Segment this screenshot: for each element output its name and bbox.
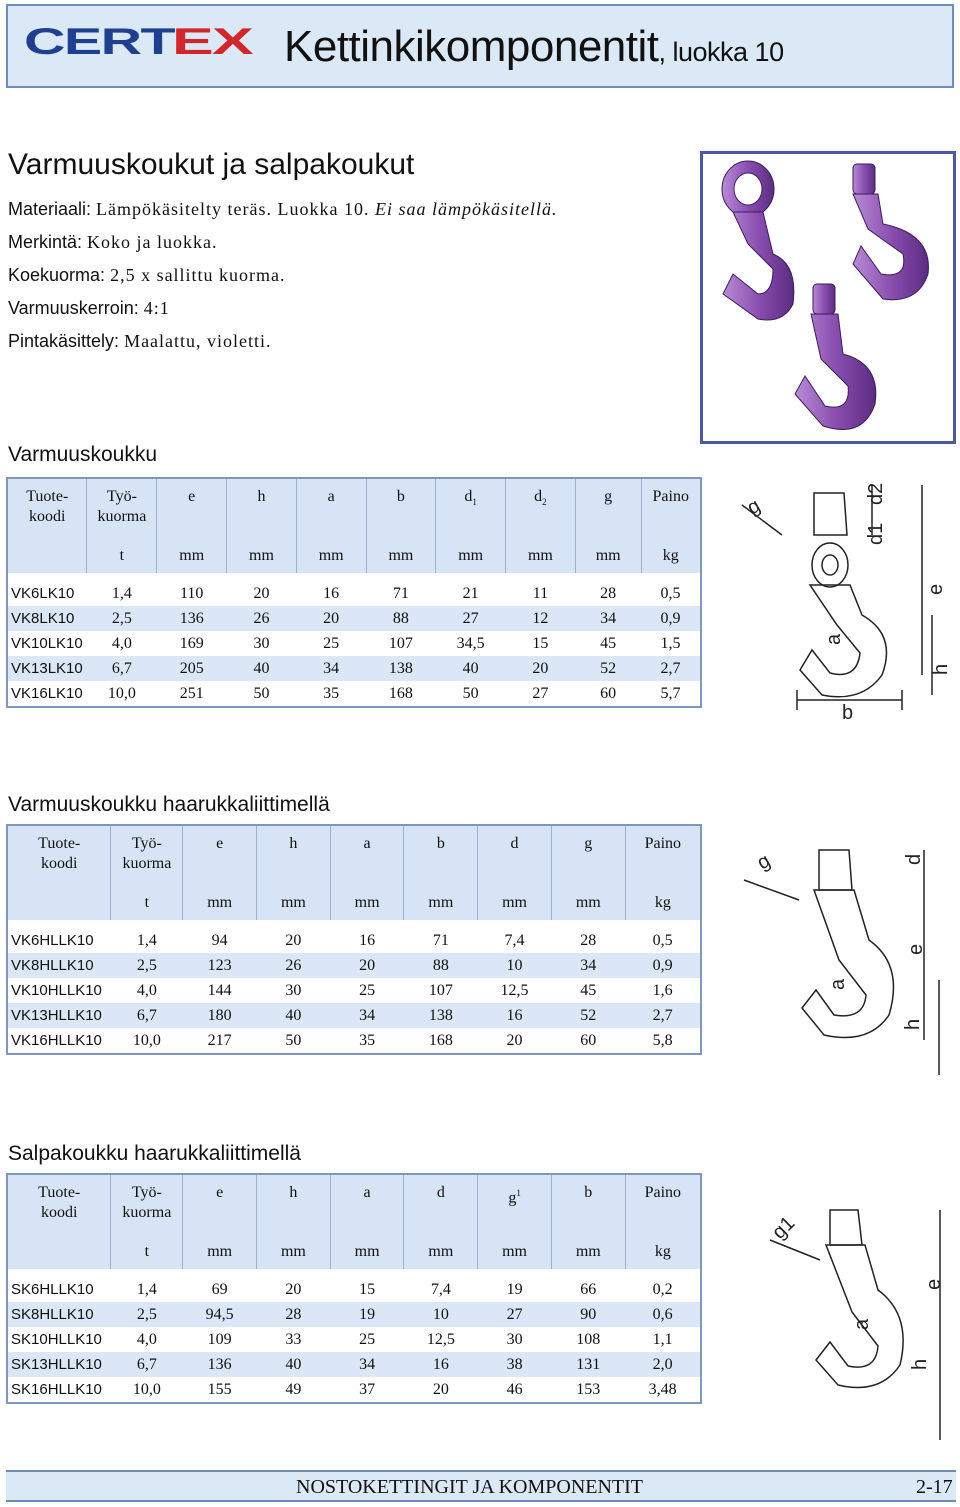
table-cell: 88 [366,606,436,631]
unit-cell: mm [404,886,478,920]
section-title: Varmuuskoukut ja salpakoukut [8,148,415,181]
product-code: VK10HLLK10 [11,982,102,999]
product-code: VK8LK10 [7,606,87,631]
column-header: b [404,825,478,886]
page-footer [6,1470,956,1502]
table-row [7,1302,701,1327]
table-row [7,1277,701,1302]
table-cell: 12,5 [426,1330,455,1348]
table-cell: 52 [551,1003,625,1028]
table-cell: 38 [478,1352,552,1377]
table-cell: 15 [532,634,549,652]
unit-cell: mm [478,1235,552,1269]
unit-cell: mm [227,539,297,573]
unit-cell: t [87,539,157,573]
column-header: b [366,478,436,539]
column-header: a [330,1174,404,1235]
table-cell: 25 [323,634,340,652]
table-cell: 109 [207,1330,232,1348]
table-cell: 123 [183,953,257,978]
column-header: h [257,1174,331,1235]
unit-cell: mm [257,1235,331,1269]
table-cell: 46 [506,1380,523,1398]
dim-label: d2 [865,482,887,505]
table-cell: 155 [207,1380,232,1398]
table-cell: 10,0 [132,1380,161,1398]
table-cell: 52 [575,656,641,681]
dim-label: g [753,849,775,875]
table-cell: 107 [388,634,413,652]
spec-line [8,193,557,226]
column-header: Tuote- koodi [7,825,111,886]
table-cell: 25 [359,1330,376,1348]
table-cell: 26 [227,606,297,631]
spec-label: Pintakäsittely: [8,331,125,351]
column-header: a [330,825,404,886]
unit-cell: kg [625,1235,701,1269]
table-cell: 6,7 [111,1352,183,1377]
table-cell: 40 [257,1352,331,1377]
table-cell: 107 [428,981,453,999]
dim-label: b [842,702,854,723]
table-cell: 10,0 [132,1031,161,1049]
table-cell: 2,5 [111,953,183,978]
product-code: VK13HLLK10 [7,1003,111,1028]
table-cell: 21 [462,584,479,602]
table-cell: 35 [359,1031,376,1049]
table-row [7,1352,701,1377]
table-row [7,581,701,606]
spec-line [8,259,557,292]
table-cell: 20 [285,931,302,949]
column-header: g [575,478,641,539]
column-header: g [551,825,625,886]
svg-text:CERT: CERT [24,24,177,58]
table-cell: 6,7 [87,656,157,681]
table-cell: 168 [388,684,413,702]
table-cell: 28 [580,931,597,949]
table-cell: 37 [359,1380,376,1398]
table-cell: 20 [296,606,366,631]
table-cell: 4,0 [111,634,132,652]
table-cell: 136 [183,1352,257,1377]
table-cell: 10,0 [107,684,136,702]
product-code: VK6HLLK10 [11,932,94,949]
table-cell: 20 [285,1280,302,1298]
unit-cell: kg [641,539,701,573]
table-cell: 40 [227,656,297,681]
table-cell: 90 [551,1302,625,1327]
table-title: Varmuuskoukku [8,443,158,466]
unit-cell: mm [366,539,436,573]
spec-value: 2,5 x sallittu kuorma. [110,265,286,285]
table-cell: 60 [600,684,617,702]
table-cell: 5,7 [660,684,681,702]
table-cell: 11 [532,584,549,602]
unit-cell: mm [257,886,331,920]
table-cell: 2,5 [87,606,157,631]
table-cell: 0,5 [660,584,681,602]
table-cell: 33 [285,1330,302,1348]
unit-cell: mm [478,886,552,920]
table-cell: 0,9 [641,606,701,631]
unit-cell: mm [436,539,506,573]
spec-line [8,226,557,259]
spec-value: Lämpökäsitelty teräs. Luokka 10. [96,199,375,219]
table-cell: 30 [253,634,270,652]
certex-logo [22,24,254,58]
table-cell: 16 [359,931,376,949]
table-row [7,681,701,707]
column-header: Paino [641,478,701,539]
table-row [7,1028,701,1054]
table-cell: 108 [576,1330,601,1348]
hook-dimension-drawing [724,840,956,1085]
table-cell: 16 [478,1003,552,1028]
column-header: h [257,825,331,886]
table-cell: 0,5 [652,931,673,949]
hooks-illustration [703,154,953,441]
dim-label: e [925,583,947,595]
spec-label: Merkintä: [8,232,88,252]
unit-cell: mm [404,1235,478,1269]
table-cell: 7,4 [504,931,525,949]
unit-cell: mm [157,539,227,573]
table-cell: 1,4 [136,1280,157,1298]
column-header: Paino [625,825,701,886]
spec-label: Koekuorma: [8,265,111,285]
dim-label: a [827,978,849,990]
table-row [7,606,701,631]
dim-label: a [851,1318,873,1330]
product-code: VK8HLLK10 [7,953,111,978]
table-cell: 20 [506,1031,523,1049]
unit-cell: mm [330,886,404,920]
table-cell: 7,4 [430,1280,451,1298]
column-header: b [551,1174,625,1235]
table-cell: 35 [323,684,340,702]
column-header: $g^1$ [478,1174,552,1235]
product-code: SK6HLLK10 [11,1281,94,1298]
unit-cell [7,886,111,920]
table-cell: 34,5 [456,634,485,652]
dim-label: e [923,1278,945,1290]
table-row [7,631,701,656]
unit-cell: mm [551,886,625,920]
table-cell: 34 [575,606,641,631]
table-cell: 25 [359,981,376,999]
unit-cell: mm [296,539,366,573]
product-code: VK6LK10 [11,585,75,602]
column-header: Paino [625,1174,701,1235]
unit-cell [7,1235,111,1269]
table-cell: 27 [478,1302,552,1327]
spec-list [8,193,557,358]
table-cell: 15 [359,1280,376,1298]
table-cell: 45 [600,634,617,652]
svg-text:EX: EX [172,24,254,58]
table-row [7,928,701,953]
table-cell: 20 [253,584,270,602]
column-header: a [296,478,366,539]
spec-value: Maalattu, violetti. [124,331,272,351]
product-code: VK16LK10 [11,685,83,702]
unit-cell: t [111,1235,183,1269]
table-cell: 94,5 [183,1302,257,1327]
column-header: d [478,825,552,886]
table-cell: 30 [285,981,302,999]
table-cell: 138 [404,1003,478,1028]
table-cell: 138 [366,656,436,681]
spec-line [8,292,557,325]
dim-label: d1 [865,522,887,545]
dim-label: g [743,494,765,520]
table-cell: 4,0 [136,1330,157,1348]
spec-table [6,477,702,708]
table-cell: 71 [392,584,409,602]
product-code: VK10LK10 [11,635,83,652]
column-header: e [183,825,257,886]
table-cell: 66 [580,1280,597,1298]
product-photo [700,151,956,444]
table-cell: 5,8 [652,1031,673,1049]
table-cell: 20 [330,953,404,978]
table-cell: 1,6 [652,981,673,999]
table-cell: 1,5 [660,634,681,652]
product-code: SK10HLLK10 [11,1331,102,1348]
spec-table [6,824,702,1055]
table-cell: 2,7 [625,1003,701,1028]
table-cell: 205 [157,656,227,681]
product-code: VK16HLLK10 [11,1032,102,1049]
table-cell: 1,4 [111,584,132,602]
column-header: Työ- kuorma [111,1174,183,1235]
column-header: e [157,478,227,539]
dim-label: d [903,853,925,865]
table-cell: 153 [576,1380,601,1398]
table-cell: 0,9 [625,953,701,978]
table-cell: 2,7 [641,656,701,681]
unit-cell: mm [575,539,641,573]
table-cell: 251 [179,684,204,702]
product-code: SK13HLLK10 [7,1352,111,1377]
table-row [7,978,701,1003]
product-code: SK8HLLK10 [7,1302,111,1327]
table-title: Varmuuskoukku haarukkaliittimellä [8,793,330,816]
dim-label: a [823,633,845,645]
table-cell: 40 [257,1003,331,1028]
table-cell: 3,48 [648,1380,677,1398]
table-cell: 110 [180,584,204,602]
table-cell: 26 [257,953,331,978]
table-cell: 10 [478,953,552,978]
table-cell: 69 [211,1280,228,1298]
table-cell: 10 [404,1302,478,1327]
page-title: Kettinkikomponentit, luokka 10 [284,22,784,71]
spec-value: Koko ja luokka. [87,232,218,252]
table-cell: 20 [432,1380,449,1398]
table-row [7,656,701,681]
table-row [7,953,701,978]
spec-note: Ei saa lämpökäsitellä. [374,199,558,219]
page-header [6,4,954,88]
table-cell: 16 [404,1352,478,1377]
unit-cell: kg [625,886,701,920]
hook-dimension-drawing [722,475,954,723]
table-cell: 27 [532,684,549,702]
table-cell: 217 [207,1031,232,1049]
table-cell: 34 [330,1352,404,1377]
table-cell: 27 [436,606,506,631]
table-cell: 20 [506,656,576,681]
table-row [7,1327,701,1352]
table-cell: 2,0 [625,1352,701,1377]
table-cell: 1,1 [652,1330,673,1348]
table-cell: 12,5 [500,981,529,999]
unit-cell: mm [330,1235,404,1269]
table-cell: 168 [428,1031,453,1049]
table-row [7,1003,701,1028]
spec-table [6,1173,702,1404]
table-cell: 4,0 [136,981,157,999]
column-header: $d_1$ [436,478,506,539]
table-cell: 34 [296,656,366,681]
column-header: $d_2$ [506,478,576,539]
table-cell: 50 [285,1031,302,1049]
table-cell: 144 [207,981,232,999]
unit-cell: mm [183,1235,257,1269]
table-cell: 28 [600,584,617,602]
table-cell: 12 [506,606,576,631]
table-cell: 71 [432,931,449,949]
product-code: VK13LK10 [7,656,87,681]
table-cell: 136 [157,606,227,631]
table-cell: 0,6 [625,1302,701,1327]
table-cell: 180 [183,1003,257,1028]
dim-label: h [902,1018,924,1030]
table-cell: 40 [436,656,506,681]
dim-label: h [909,1358,931,1370]
table-cell: 19 [506,1280,523,1298]
unit-cell: mm [183,886,257,920]
column-header: d [404,1174,478,1235]
table-cell: 16 [323,584,340,602]
footer-title: NOSTOKETTINGIT JA KOMPONENTIT [296,1476,644,1498]
table-cell: 6,7 [111,1003,183,1028]
table-cell: 88 [404,953,478,978]
dim-label: g1 [767,1212,800,1244]
hook-dimension-drawing [750,1200,956,1448]
table-cell: 34 [330,1003,404,1028]
spec-label: Materiaali: [8,199,97,219]
table-cell: 50 [462,684,479,702]
table-cell: 45 [580,981,597,999]
table-cell: 49 [285,1380,302,1398]
table-cell: 1,4 [136,931,157,949]
spec-line [8,325,557,358]
column-header: Tuote- koodi [7,478,87,539]
table-cell: 0,2 [652,1280,673,1298]
table-cell: 30 [506,1330,523,1348]
table-cell: 19 [330,1302,404,1327]
unit-cell: mm [551,1235,625,1269]
unit-cell: t [111,886,183,920]
table-cell: 50 [253,684,270,702]
column-header: Tuote- koodi [7,1174,111,1235]
table-cell: 169 [179,634,204,652]
unit-cell: mm [506,539,576,573]
table-cell: 34 [551,953,625,978]
column-header: Työ- kuorma [111,825,183,886]
table-cell: 60 [580,1031,597,1049]
table-row [7,1377,701,1403]
column-header: h [227,478,297,539]
page-number: 2-17 [916,1476,953,1498]
table-title: Salpakoukku haarukkaliittimellä [8,1142,301,1165]
table-cell: 131 [551,1352,625,1377]
table-cell: 94 [211,931,228,949]
dim-label: e [905,943,927,955]
dim-label: h [930,663,952,675]
column-header: Työ- kuorma [87,478,157,539]
spec-value: 4:1 [143,298,170,318]
spec-label: Varmuuskerroin: [8,298,144,318]
table-cell: 2,5 [111,1302,183,1327]
column-header: e [183,1174,257,1235]
product-code: SK16HLLK10 [11,1381,102,1398]
unit-cell [7,539,87,573]
table-cell: 28 [257,1302,331,1327]
